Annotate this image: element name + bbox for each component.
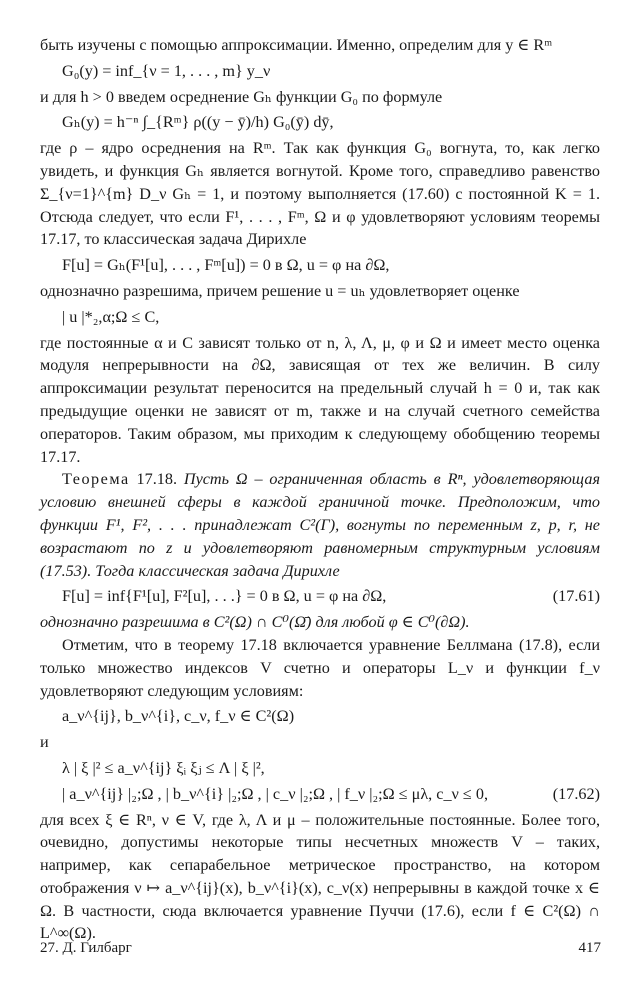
paragraph-averaging: и для h > 0 введем осреднение Gₕ функции G₀ по формуле (40, 87, 443, 106)
page-body (40, 34, 600, 945)
equation-number-17-61: (17.61) (552, 587, 600, 606)
theorem-conclusion: однозначно разрешима в C²(Ω) ∩ C⁰(Ω̄) для любой φ ∈ C⁰(∂Ω). (40, 613, 470, 632)
conjunction-and: и (40, 733, 49, 752)
printer-signature: 27. Д. Гилбарг (40, 940, 132, 956)
formula-dirichlet-gh: F[u] = Gₕ(F¹[u], . . . , Fᵐ[u]) = 0 в Ω, u = φ на ∂Ω, (62, 256, 390, 275)
paragraph-intro: быть изучены с помощью аппроксимации. Именно, определим для y ∈ Rᵐ (40, 36, 553, 54)
theorem-17-18 (40, 468, 600, 582)
theorem-label: Теорема (62, 470, 130, 489)
equation-number-17-62: (17.62) (552, 784, 600, 803)
formula-coefficients: a_ν^{ij}, b_ν^{i}, c_ν, f_ν ∈ C²(Ω) (62, 707, 295, 726)
equation-17-61 (62, 585, 600, 608)
page-number: 417 (578, 940, 601, 956)
theorem-number: 17.18. (136, 470, 177, 489)
formula-ellipticity: λ | ξ |² ≤ a_ν^{ij} ξᵢ ξⱼ ≤ Λ | ξ |², (62, 758, 265, 777)
paragraph-solvable: однозначно разрешима, причем решение u = uₕ удовлетворяет оценке (40, 281, 520, 300)
theorem-statement: Пусть Ω – ограниченная область в Rⁿ, удовлетворяющая условию внешней сферы в каждой граничной точке. Предположим, что функции F¹, F², . . . принадлежат C²(Γ), вогнуты по переменным z, p, r, не возрастают по z и удовлетворяют равномерным структурным условиям (17.53). Тогда классическая задача Дирихле (40, 470, 601, 580)
formula-bounds: | a_ν^{ij} |₂;Ω , | b_ν^{i} |₂;Ω , | c_ν |₂;Ω , | f_ν |₂;Ω ≤ μλ, c_ν ≤ 0, (62, 784, 488, 803)
formula-dirichlet-inf: F[u] = inf{F¹[u], F²[u], . . .} = 0 в Ω, u = φ на ∂Ω, (62, 587, 387, 606)
paragraph-bellman: Отметим, что в теорему 17.18 включается уравнение Беллмана (17.8), если только множество индексов V счетно и операторы L_ν и функции f_ν удовлетворяют следующим условиям: (40, 635, 600, 700)
equation-17-62 (62, 783, 600, 806)
formula-estimate: | u |*₂,α;Ω ≤ C, (62, 307, 160, 326)
formula-g0: G₀(y) = inf_{ν = 1, . . . , m} y_ν (62, 61, 271, 80)
page-footer (40, 940, 601, 957)
formula-gh: Gₕ(y) = h⁻ⁿ ∫_{Rᵐ} ρ((y − ȳ)/h) G₀(ȳ) dȳ, (62, 113, 334, 132)
paragraph-pucci: для всех ξ ∈ Rⁿ, ν ∈ V, где λ, Λ и μ – положительные постоянные. Более того, очевидно, допустимы некоторые типы несчетных множеств V – таких, например, как сепарабельное метрическое пространство, на котором отображения ν ↦ a_ν^{ij}(x), b_ν^{i}(x), c_ν(x) непрерывны в каждой точке x ∈ Ω. В частности, сюда включается уравнение Пуччи (17.6), если f ∈ C²(Ω) ∩ L^∞(Ω). (40, 810, 600, 943)
paragraph-constants: где постоянные α и C зависят только от n, λ, Λ, μ, φ и Ω и имеет место оценка модуля непрерывности на ∂Ω, зависящая от тех же величин. В силу аппроксимации результат переносится на предельный случай h = 0 и, так как предыдущие оценки не зависят от m, также и на случай счетного семейства операторов. Таким образом, мы приходим к следующему обобщению теоремы 17.17. (40, 333, 600, 466)
paragraph-kernel: где ρ – ядро осреднения на Rᵐ. Так как функция G₀ вогнута, то, как легко увидеть, и функция Gₕ является вогнутой. Кроме того, справедливо равенство Σ_{ν=1}^{m} D_ν Gₕ = 1, и поэтому выполняется (17.60) с постоянной K = 1. Отсюда следует, что если F¹, . . . , Fᵐ, Ω и φ удовлетворяют условиям теоремы 17.17, то классическая задача Дирихле (40, 139, 600, 249)
